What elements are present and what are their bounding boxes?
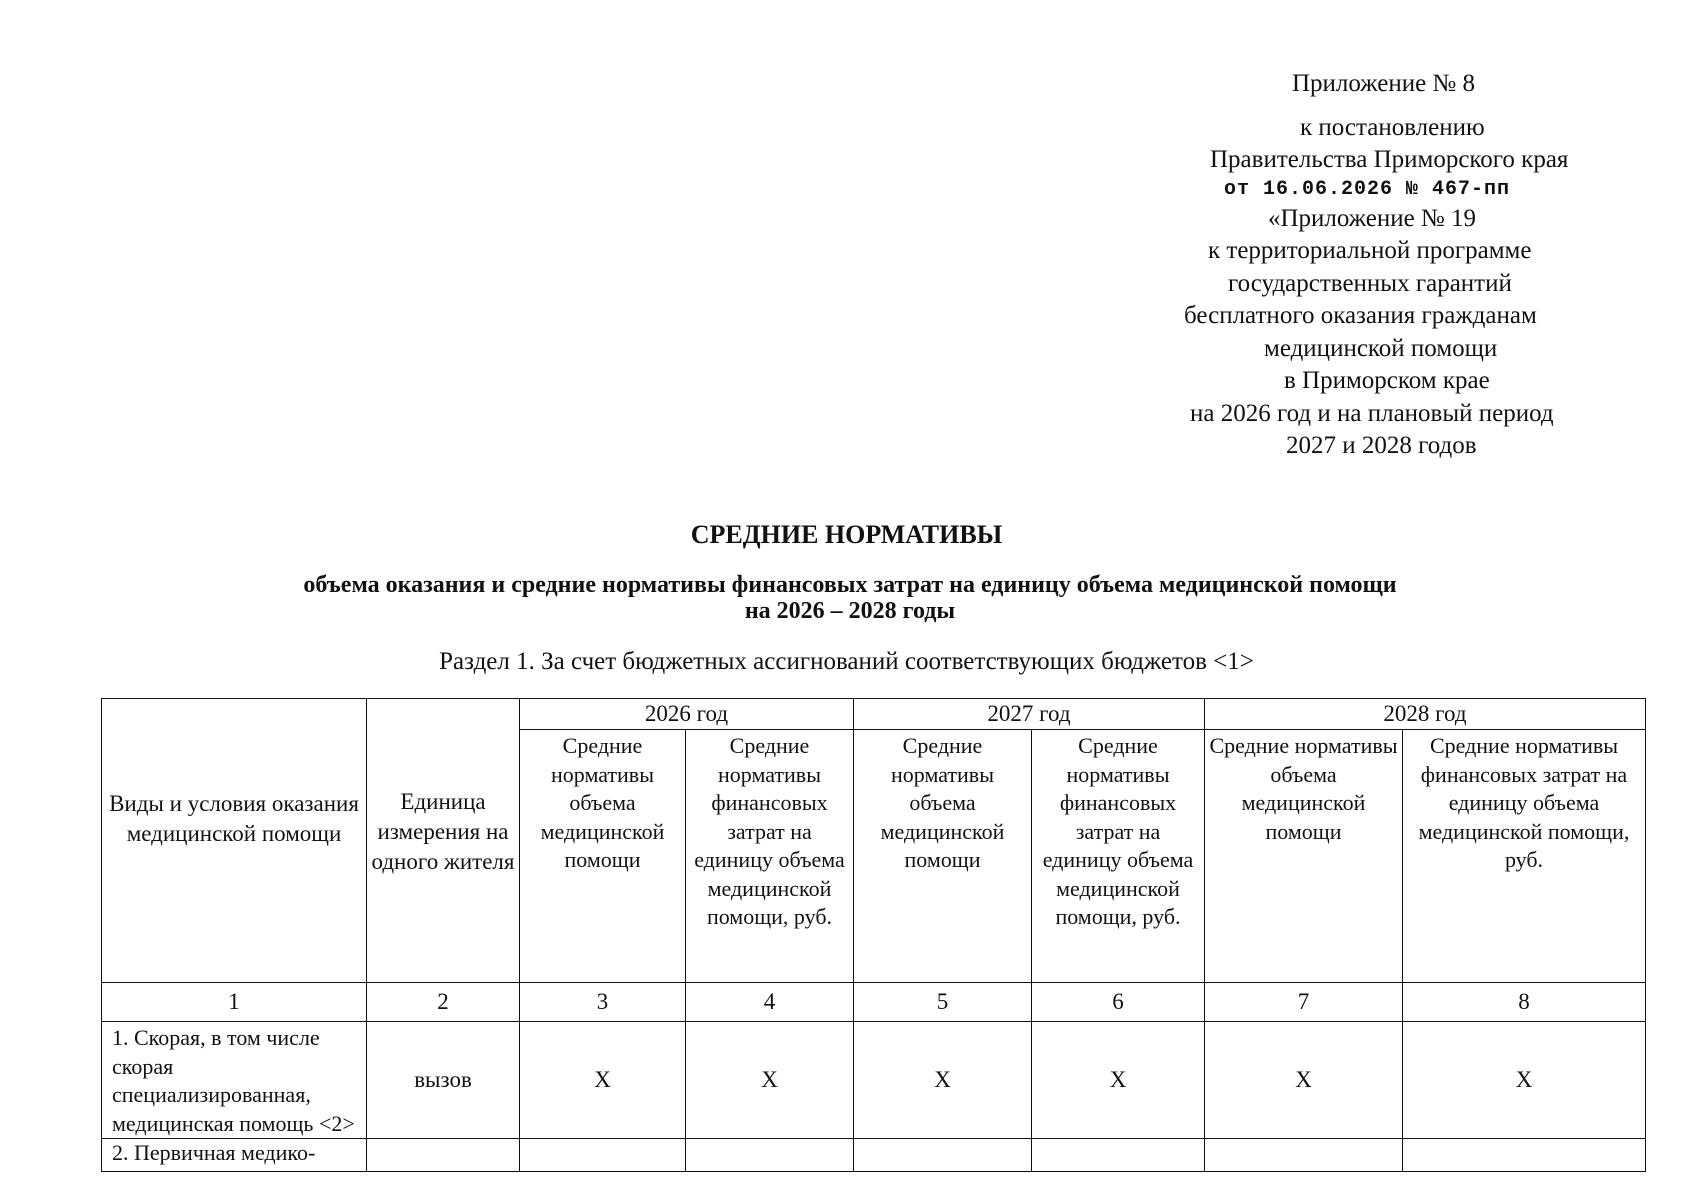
header-2028-volume: Средние нормативы объема медицинской помощи <box>1205 730 1403 983</box>
table-row <box>102 1022 1646 1139</box>
appendix-resolution-ref: к постановлению <box>1300 113 1485 141</box>
row-value: Х <box>686 1022 854 1139</box>
row-label: 2. Первичная медико- <box>102 1139 367 1172</box>
row-value: Х <box>1403 1022 1646 1139</box>
appendix-number: Приложение № 8 <box>1292 70 1476 97</box>
appendix-government: Правительства Приморского края <box>1210 146 1569 173</box>
row-value <box>1032 1139 1205 1172</box>
appendix-program-ref: к территориальной программе <box>1208 237 1532 264</box>
document-subtitle-line2: на 2026 – 2028 годы <box>744 598 956 624</box>
column-number: 7 <box>1205 983 1403 1022</box>
table-column-numbers-row <box>102 983 1646 1022</box>
row-unit: вызов <box>367 1022 520 1139</box>
row-label: 1. Скорая, в том числе скорая специализированная, медицинская помощь <2> <box>102 1022 367 1139</box>
appendix-free-provision: бесплатного оказания гражданам <box>1184 302 1537 329</box>
header-2027-volume: Средние нормативы объема медицинской помощи <box>854 730 1032 983</box>
appendix-period: на 2026 год и на плановый период <box>1190 399 1554 427</box>
header-care-type: Виды и условия оказания медицинской помощи <box>102 699 367 983</box>
row-value: Х <box>520 1022 686 1139</box>
document-subtitle-line1: объема оказания и средние нормативы финансовых затрат на единицу объема медицинской помощи <box>303 572 1397 598</box>
row-value: Х <box>1032 1022 1205 1139</box>
appendix-medical-care: медицинской помощи <box>1264 334 1498 362</box>
header-2027-cost: Средние нормативы финансовых затрат на единицу объема медицинской помощи, руб. <box>1032 730 1205 983</box>
appendix-header <box>1160 68 1660 463</box>
row-value: Х <box>1205 1022 1403 1139</box>
column-number: 5 <box>854 983 1032 1022</box>
appendix-guarantees: государственных гарантий <box>1228 269 1512 297</box>
row-value <box>520 1139 686 1172</box>
row-value: Х <box>854 1022 1032 1139</box>
header-unit: Единица измерения на одного жителя <box>367 699 520 983</box>
column-number: 4 <box>686 983 854 1022</box>
header-year-2027: 2027 год <box>854 699 1205 730</box>
document-subtitle <box>100 572 1600 624</box>
header-2026-volume: Средние нормативы объема медицинской помощи <box>520 730 686 983</box>
table-header-years-row <box>102 699 1646 730</box>
column-number: 3 <box>520 983 686 1022</box>
column-number: 8 <box>1403 983 1646 1022</box>
column-number: 1 <box>102 983 367 1022</box>
header-year-2028: 2028 год <box>1205 699 1646 730</box>
table-row <box>102 1139 1646 1172</box>
header-2028-cost: Средние нормативы финансовых затрат на единицу объема медицинской помощи, руб. <box>1403 730 1646 983</box>
header-2026-cost: Средние нормативы финансовых затрат на единицу объема медицинской помощи, руб. <box>686 730 854 983</box>
column-number: 6 <box>1032 983 1205 1022</box>
row-value <box>686 1139 854 1172</box>
row-value <box>854 1139 1032 1172</box>
row-value <box>1403 1139 1646 1172</box>
column-number: 2 <box>367 983 520 1022</box>
appendix-years: 2027 и 2028 годов <box>1286 432 1477 459</box>
document-title: СРЕДНИЕ НОРМАТИВЫ <box>690 520 1003 549</box>
row-unit <box>367 1139 520 1172</box>
appendix-inner-number: «Приложение № 19 <box>1268 204 1477 232</box>
appendix-date-stamp: от 16.06.2026 № 467-пп <box>1224 177 1511 201</box>
appendix-region: в Приморском крае <box>1284 367 1490 394</box>
norms-table <box>101 698 1646 1172</box>
header-year-2026: 2026 год <box>520 699 854 730</box>
section-title: Раздел 1. За счет бюджетных ассигнований соответствующих бюджетов <1> <box>439 648 1254 675</box>
row-value <box>1205 1139 1403 1172</box>
